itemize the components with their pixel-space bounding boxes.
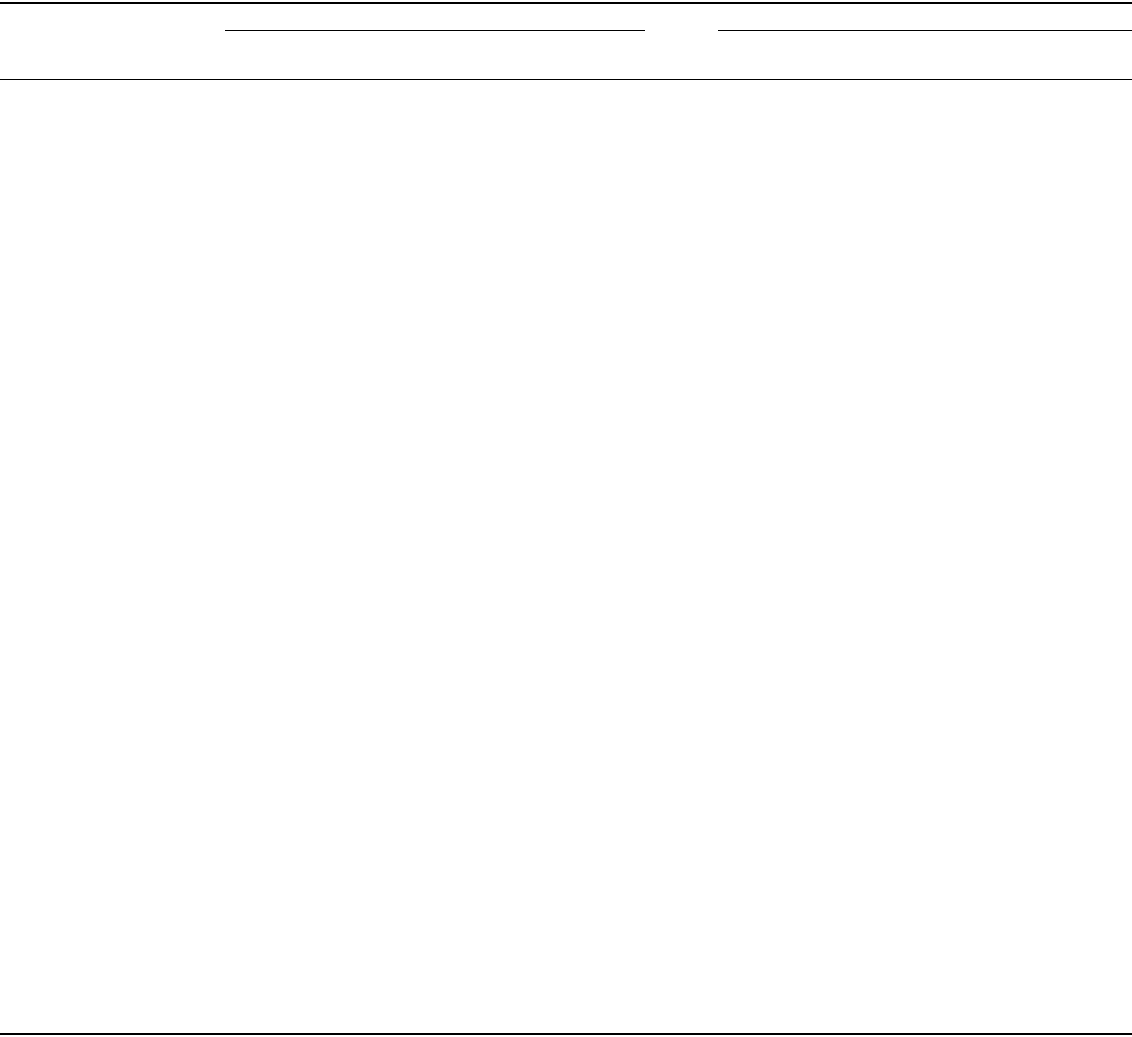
table-top-rule [0,2,1132,4]
yearling-group-rule [225,30,645,31]
table-bottom-rule [0,1033,1132,1035]
table-header-rule [0,79,1132,80]
hogget-group-rule [718,30,1132,31]
